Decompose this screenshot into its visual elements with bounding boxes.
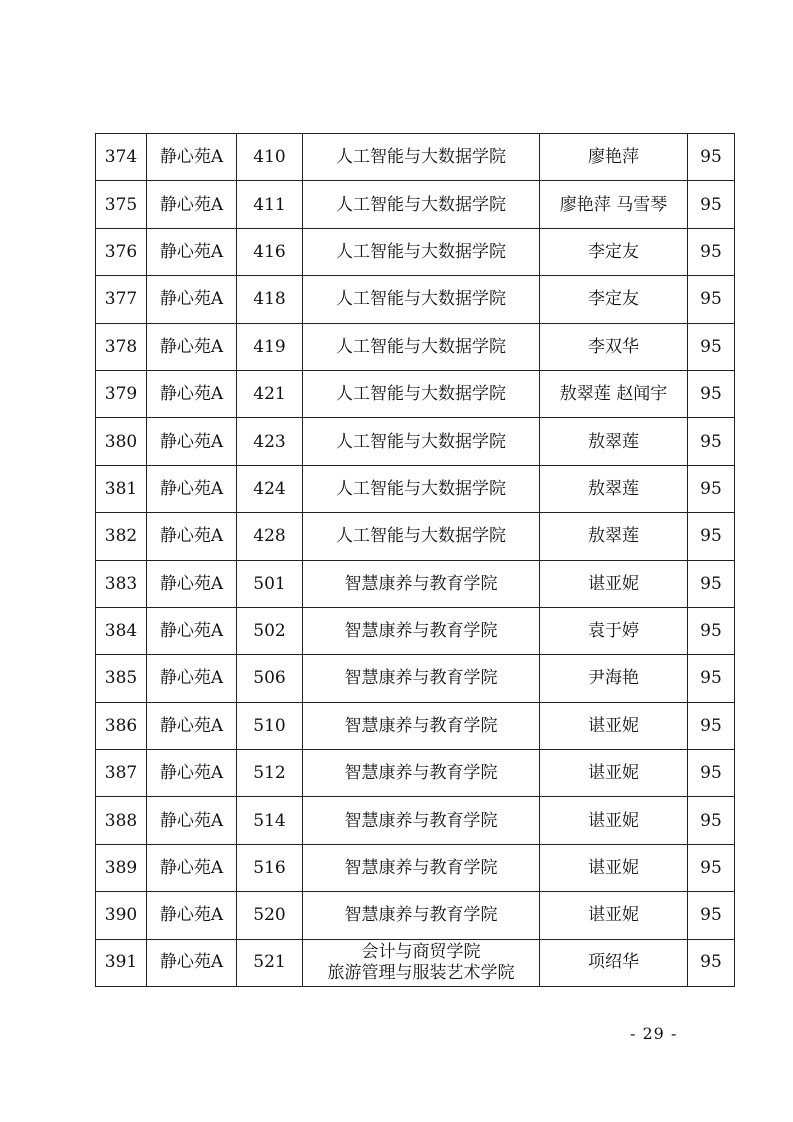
building-cell: 静心苑A: [147, 797, 237, 844]
row-number-cell: 374: [96, 134, 147, 181]
row-number-cell: 386: [96, 702, 147, 749]
person-cell: 谌亚妮: [540, 797, 688, 844]
score-cell: 95: [688, 276, 735, 323]
department-name: 会计与商贸学院: [361, 941, 481, 962]
table-row: [96, 844, 735, 891]
department-cell: [303, 702, 540, 749]
department-name: 人工智能与大数据学院: [336, 336, 506, 357]
row-number-cell: 378: [96, 323, 147, 370]
building-cell: 静心苑A: [147, 513, 237, 560]
person-cell: 敖翠莲: [540, 513, 688, 560]
room-cell: 411: [237, 181, 303, 228]
building-cell: 静心苑A: [147, 418, 237, 465]
department-name: 人工智能与大数据学院: [336, 194, 506, 215]
row-number-cell: 391: [96, 939, 147, 986]
person-cell: 敖翠莲: [540, 418, 688, 465]
department-cell: [303, 465, 540, 512]
person-cell: 项绍华: [540, 939, 688, 986]
person-cell: 敖翠莲 赵闻宇: [540, 370, 688, 417]
room-cell: 516: [237, 844, 303, 891]
table-row: [96, 702, 735, 749]
score-cell: 95: [688, 655, 735, 702]
building-cell: 静心苑A: [147, 655, 237, 702]
score-cell: 95: [688, 607, 735, 654]
row-number-cell: 387: [96, 750, 147, 797]
room-cell: 418: [237, 276, 303, 323]
row-number-cell: 379: [96, 370, 147, 417]
building-cell: 静心苑A: [147, 939, 237, 986]
row-number-cell: 382: [96, 513, 147, 560]
building-cell: 静心苑A: [147, 276, 237, 323]
department-cell: [303, 750, 540, 797]
table-row: [96, 513, 735, 560]
page-number: - 29 -: [630, 1024, 678, 1043]
table-row: [96, 655, 735, 702]
department-name: 智慧康养与教育学院: [344, 715, 498, 736]
building-cell: 静心苑A: [147, 323, 237, 370]
department-name: 智慧康养与教育学院: [344, 621, 498, 642]
department-cell: [303, 655, 540, 702]
person-cell: 谌亚妮: [540, 892, 688, 939]
row-number-cell: 380: [96, 418, 147, 465]
department-cell: [303, 323, 540, 370]
room-cell: 416: [237, 228, 303, 275]
department-name: 人工智能与大数据学院: [336, 289, 506, 310]
room-cell: 512: [237, 750, 303, 797]
row-number-cell: 384: [96, 607, 147, 654]
score-cell: 95: [688, 181, 735, 228]
department-cell: [303, 418, 540, 465]
table-row: [96, 797, 735, 844]
room-cell: 520: [237, 892, 303, 939]
room-cell: 510: [237, 702, 303, 749]
building-cell: 静心苑A: [147, 702, 237, 749]
row-number-cell: 377: [96, 276, 147, 323]
table-row: [96, 418, 735, 465]
person-cell: 廖艳萍: [540, 134, 688, 181]
building-cell: 静心苑A: [147, 750, 237, 797]
room-cell: 514: [237, 797, 303, 844]
room-cell: 506: [237, 655, 303, 702]
person-cell: 李双华: [540, 323, 688, 370]
person-cell: 谌亚妮: [540, 844, 688, 891]
room-cell: 419: [237, 323, 303, 370]
person-cell: 袁于婷: [540, 607, 688, 654]
score-cell: 95: [688, 939, 735, 986]
row-number-cell: 375: [96, 181, 147, 228]
row-number-cell: 389: [96, 844, 147, 891]
row-number-cell: 383: [96, 560, 147, 607]
score-cell: 95: [688, 750, 735, 797]
department-cell: [303, 513, 540, 560]
department-name: 人工智能与大数据学院: [336, 384, 506, 405]
building-cell: 静心苑A: [147, 228, 237, 275]
room-cell: 424: [237, 465, 303, 512]
person-cell: 廖艳萍 马雪琴: [540, 181, 688, 228]
table-row: [96, 607, 735, 654]
score-cell: 95: [688, 370, 735, 417]
room-cell: 521: [237, 939, 303, 986]
table-row: [96, 560, 735, 607]
department-name: 人工智能与大数据学院: [336, 147, 506, 168]
person-cell: 谌亚妮: [540, 750, 688, 797]
room-cell: 502: [237, 607, 303, 654]
department-cell: [303, 134, 540, 181]
department-name: 旅游管理与服装艺术学院: [327, 962, 515, 983]
score-cell: 95: [688, 702, 735, 749]
room-cell: 428: [237, 513, 303, 560]
table-row: [96, 181, 735, 228]
department-cell: [303, 607, 540, 654]
department-name: 智慧康养与教育学院: [344, 810, 498, 831]
department-cell: [303, 844, 540, 891]
department-name: 智慧康养与教育学院: [344, 573, 498, 594]
building-cell: 静心苑A: [147, 465, 237, 512]
department-cell: [303, 276, 540, 323]
building-cell: 静心苑A: [147, 892, 237, 939]
room-cell: 501: [237, 560, 303, 607]
department-name: 智慧康养与教育学院: [344, 858, 498, 879]
department-name: 人工智能与大数据学院: [336, 478, 506, 499]
building-cell: 静心苑A: [147, 560, 237, 607]
table-row: [96, 134, 735, 181]
table-row: [96, 323, 735, 370]
room-cell: 423: [237, 418, 303, 465]
table-row: [96, 750, 735, 797]
row-number-cell: 388: [96, 797, 147, 844]
department-cell: [303, 797, 540, 844]
score-cell: 95: [688, 228, 735, 275]
table-row: [96, 465, 735, 512]
table-row: [96, 276, 735, 323]
score-cell: 95: [688, 797, 735, 844]
person-cell: 谌亚妮: [540, 560, 688, 607]
department-cell: [303, 228, 540, 275]
score-cell: 95: [688, 134, 735, 181]
row-number-cell: 376: [96, 228, 147, 275]
score-cell: 95: [688, 323, 735, 370]
person-cell: 敖翠莲: [540, 465, 688, 512]
score-cell: 95: [688, 560, 735, 607]
row-number-cell: 390: [96, 892, 147, 939]
table-row: [96, 228, 735, 275]
department-cell: [303, 560, 540, 607]
roster-table: [95, 133, 735, 987]
score-cell: 95: [688, 465, 735, 512]
department-name: 人工智能与大数据学院: [336, 241, 506, 262]
row-number-cell: 385: [96, 655, 147, 702]
room-cell: 410: [237, 134, 303, 181]
table-row: [96, 370, 735, 417]
room-cell: 421: [237, 370, 303, 417]
row-number-cell: 381: [96, 465, 147, 512]
department-cell: [303, 939, 540, 986]
department-name: 智慧康养与教育学院: [344, 668, 498, 689]
department-name: 人工智能与大数据学院: [336, 431, 506, 452]
person-cell: 尹海艳: [540, 655, 688, 702]
building-cell: 静心苑A: [147, 370, 237, 417]
department-cell: [303, 892, 540, 939]
building-cell: 静心苑A: [147, 181, 237, 228]
table-row: [96, 892, 735, 939]
building-cell: 静心苑A: [147, 844, 237, 891]
building-cell: 静心苑A: [147, 134, 237, 181]
table-row: [96, 939, 735, 986]
person-cell: 李定友: [540, 228, 688, 275]
department-name: 智慧康养与教育学院: [344, 763, 498, 784]
person-cell: 谌亚妮: [540, 702, 688, 749]
department-cell: [303, 370, 540, 417]
score-cell: 95: [688, 513, 735, 560]
department-name: 智慧康养与教育学院: [344, 905, 498, 926]
roster-body: [96, 134, 735, 987]
department-name: 人工智能与大数据学院: [336, 526, 506, 547]
department-cell: [303, 181, 540, 228]
score-cell: 95: [688, 844, 735, 891]
score-cell: 95: [688, 418, 735, 465]
score-cell: 95: [688, 892, 735, 939]
person-cell: 李定友: [540, 276, 688, 323]
building-cell: 静心苑A: [147, 607, 237, 654]
